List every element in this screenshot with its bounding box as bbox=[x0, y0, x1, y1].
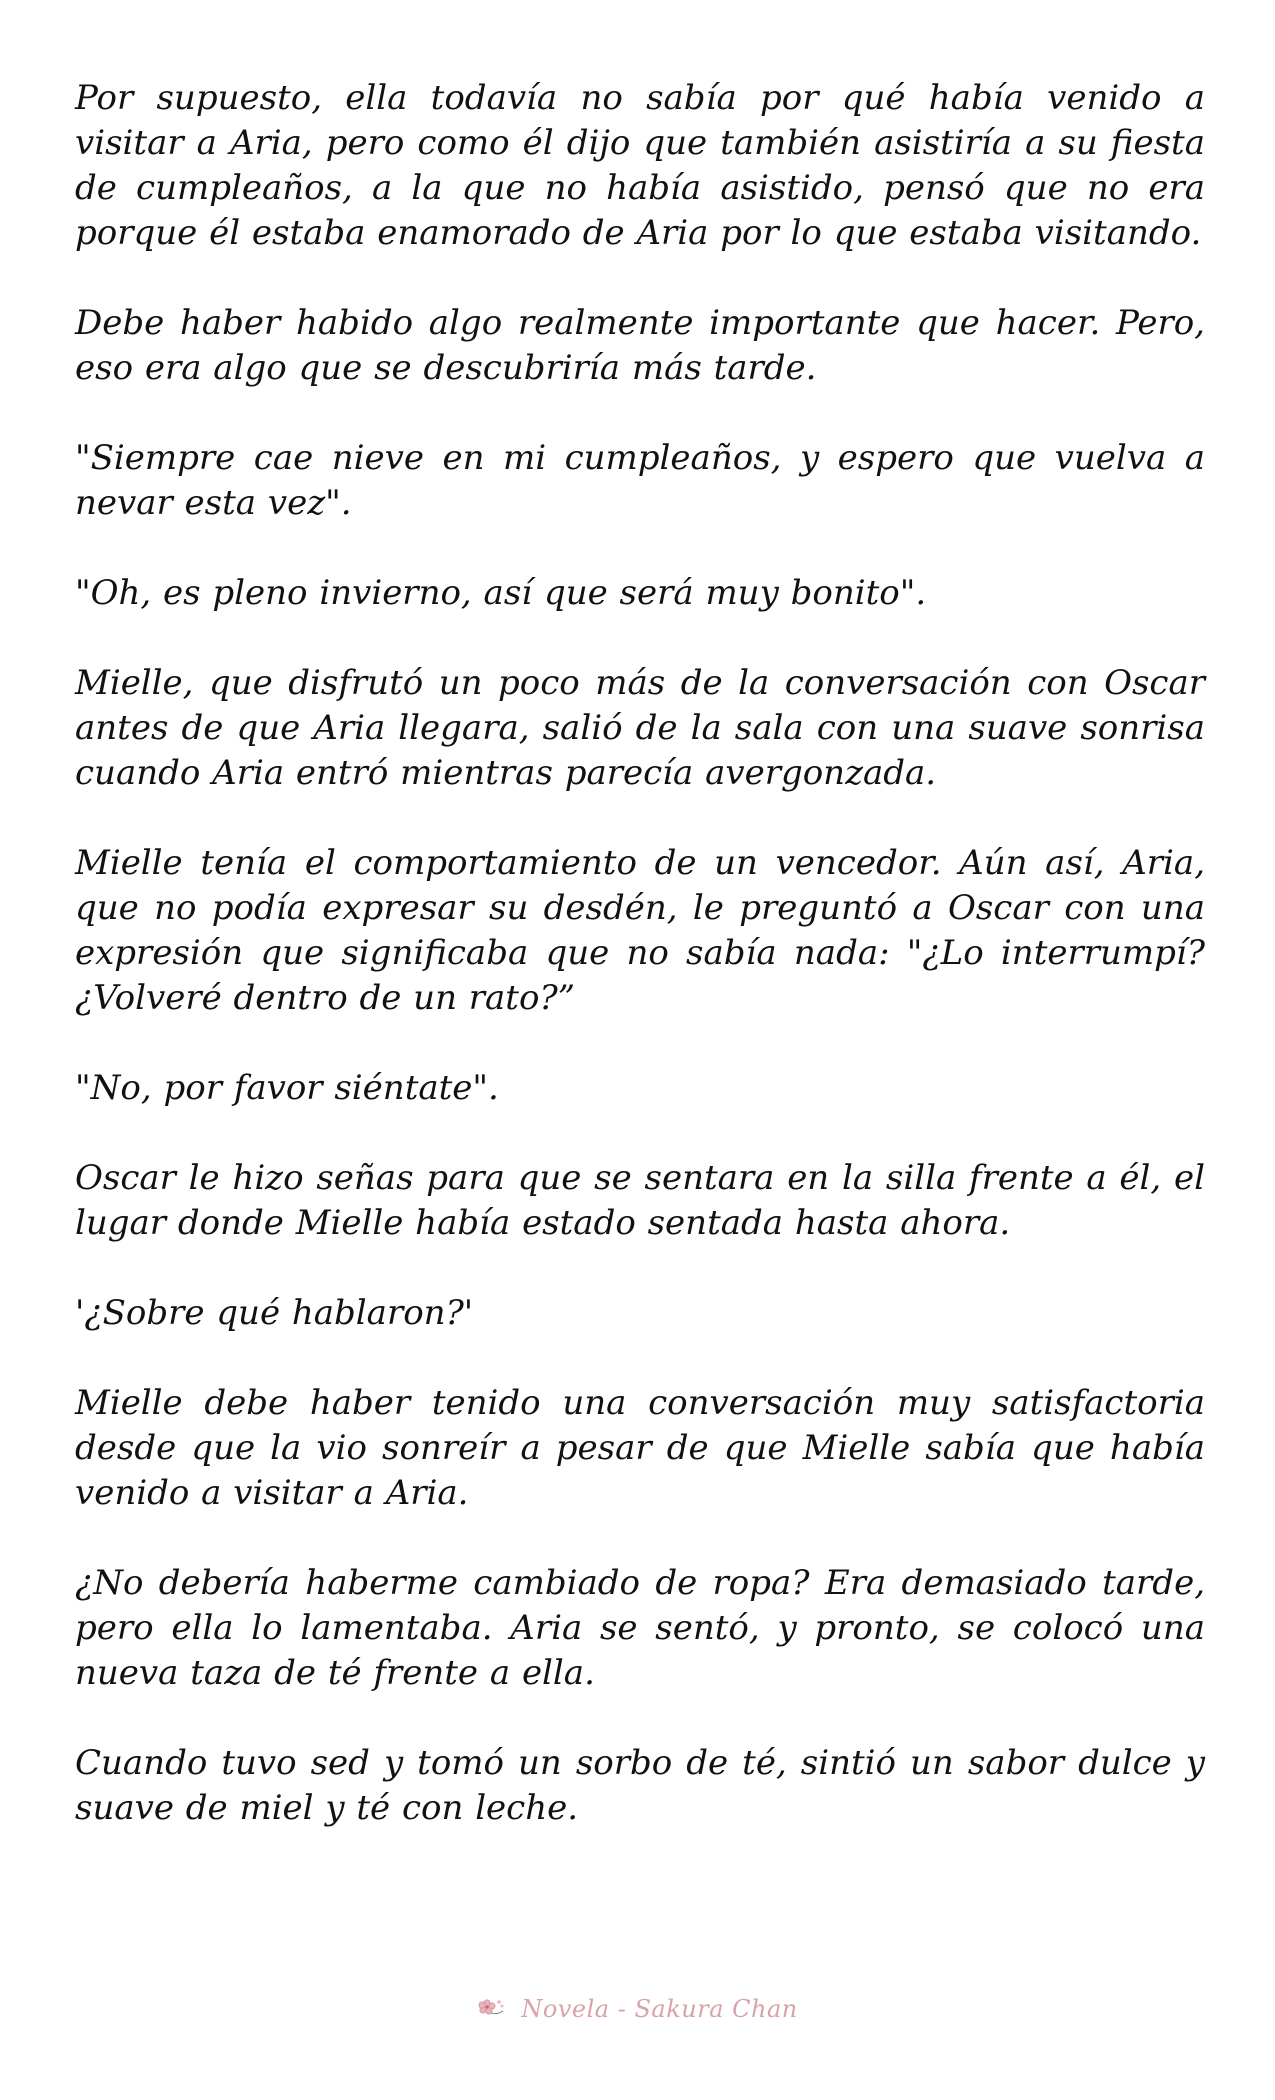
paragraph: Cuando tuvo sed y tomó un sorbo de té, sintió un sabor dulce y suave de miel y té con leche. bbox=[75, 1743, 1205, 1828]
paragraph: "Oh, es pleno invierno, así que será muy bonito". bbox=[75, 573, 927, 613]
paragraph: Oscar le hizo señas para que se sentara en la silla frente a él, el lugar donde Mielle había estado sentada hasta ahora. bbox=[75, 1158, 1205, 1243]
watermark-text: Novela - Sakura Chan bbox=[521, 1995, 798, 2023]
document-body bbox=[75, 76, 1205, 1831]
paragraph: "No, por favor siéntate". bbox=[75, 1068, 499, 1108]
paragraph: '¿Sobre qué hablaron?' bbox=[75, 1293, 474, 1333]
paragraph: Mielle tenía el comportamiento de un vencedor. Aún así, Aria, que no podía expresar su desdén, le preguntó a Oscar con una expresión que significaba que no sabía nada: "¿Lo interrumpí? ¿Volveré dentro de un rato?” bbox=[75, 843, 1205, 1018]
cherry-blossom-icon bbox=[477, 1997, 507, 2027]
paragraph: Por supuesto, ella todavía no sabía por qué había venido a visitar a Aria, pero como él dijo que también asistiría a su fiesta de cumpleaños, a la que no había asistido, pensó que no era porque él estaba enamorado de Aria por lo que estaba visitando. bbox=[75, 78, 1205, 253]
watermark bbox=[0, 1995, 1275, 2027]
paragraph: Mielle debe haber tenido una conversación muy satisfactoria desde que la vio sonreír a pesar de que Mielle sabía que había venido a visitar a Aria. bbox=[75, 1383, 1205, 1513]
paragraph: ¿No debería haberme cambiado de ropa? Era demasiado tarde, pero ella lo lamentaba. Aria se sentó, y pronto, se colocó una nueva taza de té frente a ella. bbox=[75, 1563, 1205, 1693]
paragraph: "Siempre cae nieve en mi cumpleaños, y espero que vuelva a nevar esta vez". bbox=[75, 438, 1205, 523]
paragraph: Debe haber habido algo realmente importante que hacer. Pero, eso era algo que se descubriría más tarde. bbox=[75, 303, 1205, 388]
paragraph: Mielle, que disfrutó un poco más de la conversación con Oscar antes de que Aria llegara, salió de la sala con una suave sonrisa cuando Aria entró mientras parecía avergonzada. bbox=[75, 663, 1205, 793]
